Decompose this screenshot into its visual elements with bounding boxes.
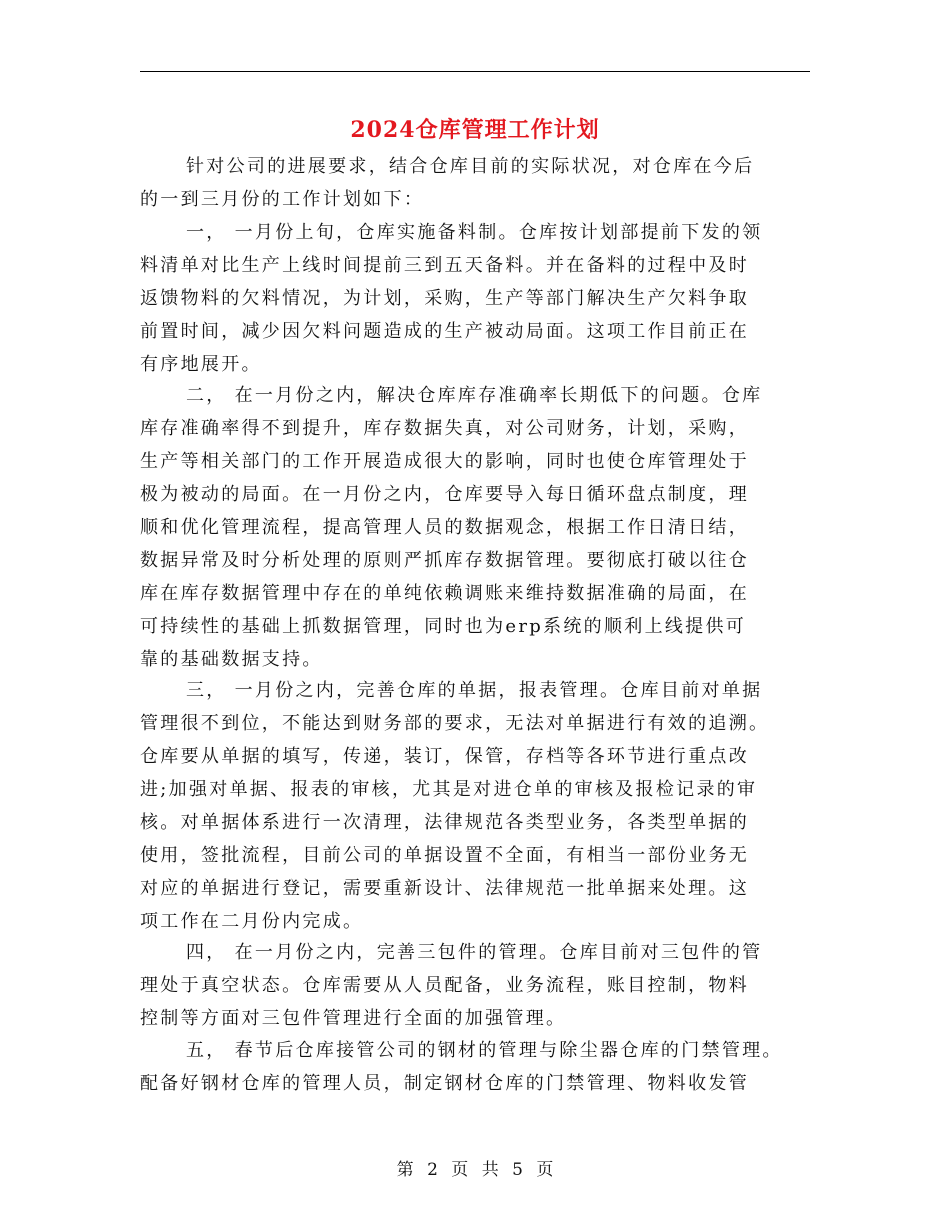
body-line: 料清单对比生产上线时间提前三到五天备料。并在备料的过程中及时: [140, 255, 749, 276]
body-line: 仓库要从单据的填写，传递，装订，保管，存档等各环节进行重点改: [140, 746, 749, 767]
body-line: 四， 在一月份之内，完善三包件的管理。仓库目前对三包件的管: [186, 942, 763, 963]
body-line: 进;加强对单据、报表的审核，尤其是对进仓单的审核及报检记录的审: [140, 779, 758, 800]
body-line: 五， 春节后仓库接管公司的钢材的管理与除尘器仓库的门禁管理。: [186, 1040, 783, 1061]
body-line: 控制等方面对三包件管理进行全面的加强管理。: [140, 1008, 567, 1029]
page-footer: [0, 1155, 950, 1180]
body-line: 管理很不到位，不能达到财务部的要求，无法对单据进行有效的追溯。: [140, 713, 770, 734]
body-line: 生产等相关部门的工作开展造成很大的影响，同时也使仓库管理处于: [140, 451, 749, 472]
body-line: 顺和优化管理流程，提高管理人员的数据观念，根据工作日清日结，: [140, 517, 749, 538]
footer-word: 页: [536, 1160, 554, 1180]
body-line: 使用，签批流程，目前公司的单据设置不全面，有相当一部份业务无: [140, 845, 749, 866]
footer-word: 页: [451, 1160, 469, 1180]
footer-word: 共: [481, 1160, 499, 1180]
body-line: 一， 一月份上旬，仓库实施备料制。仓库按计划部提前下发的领: [186, 222, 763, 243]
body-line: 库在库存数据管理中存在的单纯依赖调账来维持数据准确的局面，在: [140, 583, 749, 604]
body-line: 针对公司的进展要求，结合仓库目前的实际状况，对仓库在今后: [186, 156, 755, 177]
body-line: 的一到三月份的工作计划如下：: [140, 189, 425, 210]
current-page-number: 2: [427, 1160, 438, 1180]
body-line: 理处于真空状态。仓库需要从人员配备，业务流程，账目控制，物料: [140, 975, 749, 996]
body-line: 三， 一月份之内，完善仓库的单据，报表管理。仓库目前对单据: [186, 680, 763, 701]
body-line: 极为被动的局面。在一月份之内，仓库要导入每日循环盘点制度，理: [140, 484, 749, 505]
body-line: 可持续性的基础上抓数据管理，同时也为erp系统的顺利上线提供可: [140, 616, 747, 637]
body-line: 库存准确率得不到提升，库存数据失真，对公司财务，计划，采购，: [140, 418, 749, 439]
body-line: 前置时间，减少因欠料问题造成的生产被动局面。这项工作目前正在: [140, 321, 749, 342]
footer-word: 第: [396, 1160, 414, 1180]
body-line: 数据异常及时分析处理的原则严抓库存数据管理。要彻底打破以往仓: [140, 550, 749, 571]
header-rule: [140, 71, 810, 72]
total-pages-number: 5: [512, 1160, 523, 1180]
body-line: 核。对单据体系进行一次清理，法律规范各类型业务，各类型单据的: [140, 812, 749, 833]
body-line: 二， 在一月份之内，解决仓库库存准确率长期低下的问题。仓库: [186, 385, 763, 406]
body-line: 返馈物料的欠料情况，为计划，采购，生产等部门解决生产欠料争取: [140, 288, 749, 309]
body-line: 项工作在二月份内完成。: [140, 911, 364, 932]
body-line: 靠的基础数据支持。: [140, 649, 323, 670]
body-line: 对应的单据进行登记，需要重新设计、法律规范一批单据来处理。这: [140, 878, 749, 899]
document-title: 2024仓库管理工作计划: [350, 117, 600, 143]
body-line: 配备好钢材仓库的管理人员，制定钢材仓库的门禁管理、物料收发管: [140, 1073, 749, 1094]
body-line: 有序地展开。: [140, 354, 262, 375]
